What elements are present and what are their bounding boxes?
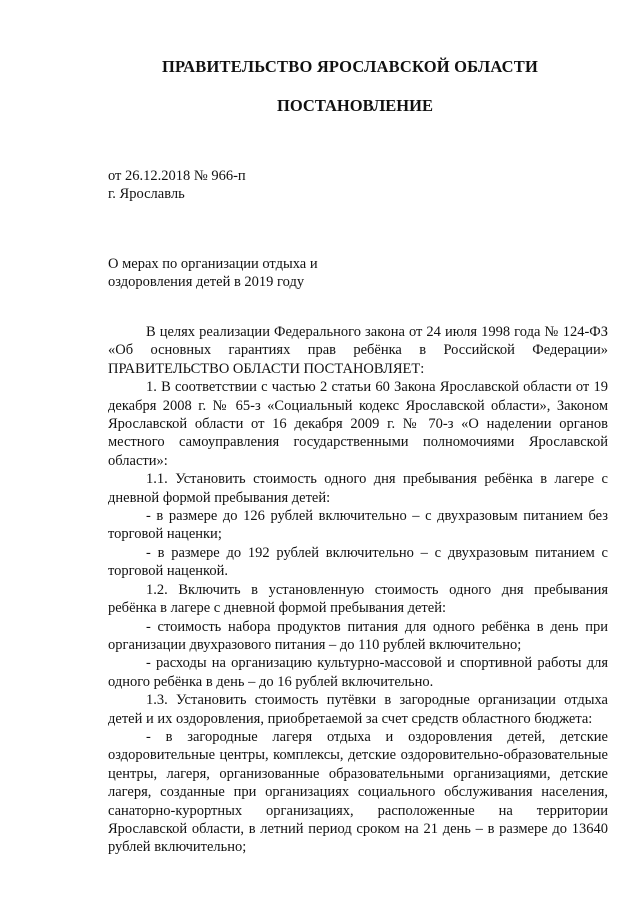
city: г. Ярославль	[108, 186, 185, 202]
document-subject	[108, 255, 368, 291]
document-body	[108, 323, 608, 857]
date-number: от 26.12.2018 № 966-п	[108, 168, 246, 184]
clause-1: 1. В соответствии с частью 2 статьи 60 Закона Ярославской области от 19 декабря 2008 г. № 65-з «Социальный кодекс Ярославской области», Законом Ярославской области от 16 декабря 2009 г. № 70-з «О наделении органов местного самоуправления государственными полномочиями Ярославской области»:	[108, 379, 608, 469]
list-item: - в размере до 126 рублей включительно – с двухразовым питанием без торговой наценки;	[108, 508, 608, 543]
list-item: - в размере до 192 рублей включительно – с двухразовым питанием с торговой наценкой.	[108, 544, 608, 580]
subject-line: оздоровления детей в 2019 году	[108, 274, 305, 290]
resolution-phrase: ПРАВИТЕЛЬСТВО ОБЛАСТИ ПОСТАНОВЛЯЕТ:	[108, 360, 425, 377]
preamble-paragraph: В целях реализации Федерального закона от 24 июля 1998 года № 124-ФЗ «Об основных гарантиях прав ребёнка в Российской Федерации»	[108, 324, 608, 359]
clause-1-1: 1.1. Установить стоимость одного дня пребывания ребёнка в лагере с дневной формой пребывания детей:	[108, 471, 608, 506]
clause-1-2: 1.2. Включить в установленную стоимость одного дня пребывания ребёнка в лагере с дневной формой пребывания детей:	[108, 581, 608, 617]
list-item: - в загородные лагеря отдыха и оздоровления детей, детские оздоровительные центры, комплексы, детские оздоровительно-образовательные центры, лагеря, организованные образовательными организациями, детские лагеря, созданные при организациях социального обслуживания населения, санаторно-курортных организациях, расположенные на территории Ярославской области, в летний период сроком на 21 день – в размере до 13640 рублей включительно;	[108, 728, 608, 856]
list-item: - стоимость набора продуктов питания для одного ребёнка в день при организации двухразового питания – до 110 рублей включительно;	[108, 618, 608, 653]
government-title: ПРАВИТЕЛЬСТВО ЯРОСЛАВСКОЙ ОБЛАСТИ	[161, 57, 539, 76]
clause-1-3: 1.3. Установить стоимость путёвки в загородные организации отдыха детей и их оздоровления, приобретаемой за счет средств областного бюджета:	[108, 692, 608, 727]
list-item: - расходы на организацию культурно-массовой и спортивной работы для одного ребёнка в день – до 16 рублей включительно.	[108, 655, 608, 690]
subject-line: О мерах по организации отдыха и	[108, 256, 318, 272]
document-type-title: ПОСТАНОВЛЕНИЕ	[277, 96, 433, 115]
